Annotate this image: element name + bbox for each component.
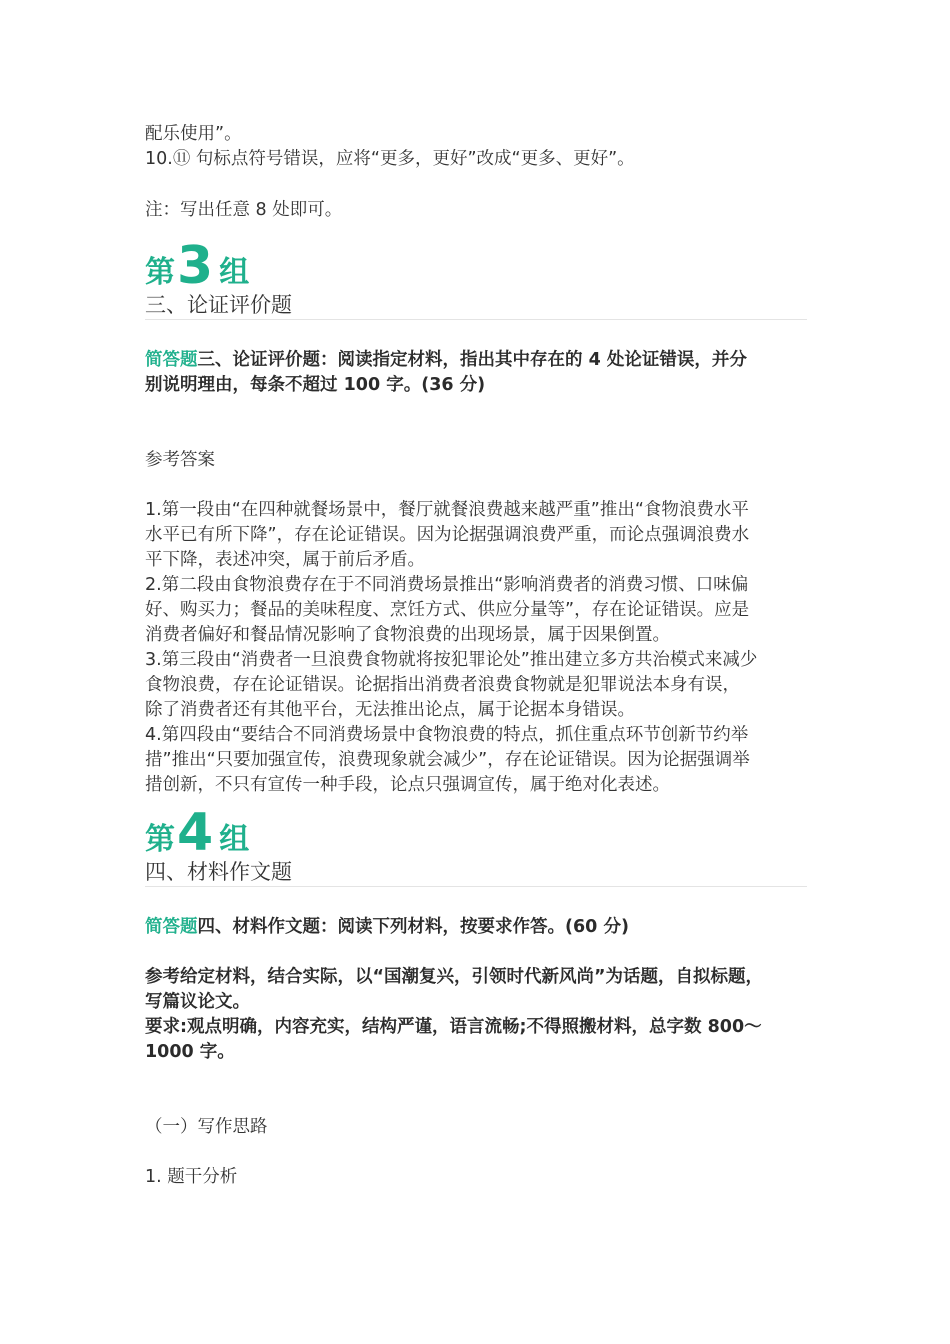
question-4-text-1: 四、材料作文题：阅读下列材料，按要求作答。(60 分) <box>197 917 629 937</box>
top-line-1: 配乐使用”。 <box>145 124 242 144</box>
group-4-number: 4 <box>177 803 214 863</box>
group-4-suffix: 组 <box>219 822 250 857</box>
answer-3-line: 3.第三段由“消费者一旦浪费食物就将按犯罪论处”推出建立多方共治模式来减少 <box>145 650 758 670</box>
answer-2 <box>145 573 807 648</box>
answer-2-line: 2.第二段由食物浪费存在于不同消费场景推出“影响消费者的消费习惯、口味偏 <box>145 575 749 595</box>
question-3-line-2: 别说明理由，每条不超过 100 字。(36 分) <box>145 375 486 395</box>
material-line-2: 写篇议论文。 <box>145 992 250 1012</box>
question-4-line-1 <box>145 915 807 940</box>
requirement-line-2: 1000 字。 <box>145 1042 235 1062</box>
note: 注：写出任意 8 处即可。 <box>145 200 343 220</box>
requirement-line-1: 要求:观点明确，内容充实，结构严谨，语言流畅;不得照搬材料，总字数 800～ <box>145 1017 762 1037</box>
section-3-title: 三、论证评价题 <box>145 293 292 317</box>
answer-3-line: 食物浪费，存在论证错误。论据指出消费者浪费食物就是犯罪说法本身有误， <box>145 675 740 695</box>
group-3-number: 3 <box>177 236 214 296</box>
group-4-prefix: 第 <box>145 822 175 857</box>
question-tag: 简答题 <box>145 350 198 370</box>
answer-2-line: 消费者偏好和餐品情况影响了食物浪费的出现场景，属于因果倒置。 <box>145 625 670 645</box>
material-line-1: 参考给定材料，结合实际，以“国潮复兴，引领时代新风尚”为话题，自拟标题， <box>145 967 764 987</box>
document-page <box>145 0 807 1190</box>
answer-1 <box>145 498 807 573</box>
answer-3-line: 除了消费者还有其他平台，无法推出论点，属于论据本身错误。 <box>145 700 635 720</box>
group-3-suffix: 组 <box>219 255 250 290</box>
answer-4-line: 措创新，不只有宣传一种手段，论点只强调宣传，属于绝对化表述。 <box>145 775 670 795</box>
question-3-text-1: 三、论证评价题：阅读指定材料，指出其中存在的 4 处论证错误，并分 <box>197 350 747 370</box>
answer-2-line: 好、购买力；餐品的美味程度、烹饪方式、供应分量等”，存在论证错误。应是 <box>145 600 750 620</box>
subheading-question-analysis: 1. 题干分析 <box>145 1167 238 1187</box>
answer-1-line: 1.第一段由“在四种就餐场景中，餐厅就餐浪费越来越严重”推出“食物浪费水平 <box>145 500 749 520</box>
question-3-line-1 <box>145 348 807 373</box>
subheading-writing-approach: （一）写作思路 <box>145 1117 268 1137</box>
group-4-heading <box>145 803 807 863</box>
answer-4-line: 措”推出“只要加强宣传，浪费现象就会减少”，存在论证错误。因为论据强调举 <box>145 750 750 770</box>
answer-4 <box>145 723 807 798</box>
section-4-title: 四、材料作文题 <box>145 860 292 884</box>
group-3-heading <box>145 236 807 296</box>
answer-1-line: 平下降，表述冲突，属于前后矛盾。 <box>145 550 425 570</box>
top-line-2: 10.⑪ 句标点符号错误，应将“更多，更好”改成“更多、更好”。 <box>145 149 635 169</box>
answer-4-line: 4.第四段由“要结合不同消费场景中食物浪费的特点，抓住重点环节创新节约举 <box>145 725 749 745</box>
answer-1-line: 水平已有所下降”，存在论证错误。因为论据强调浪费严重，而论点强调浪费水 <box>145 525 750 545</box>
group-3-prefix: 第 <box>145 255 175 290</box>
reference-answer-label: 参考答案 <box>145 450 215 470</box>
question-tag: 简答题 <box>145 917 198 937</box>
answer-3 <box>145 648 807 723</box>
